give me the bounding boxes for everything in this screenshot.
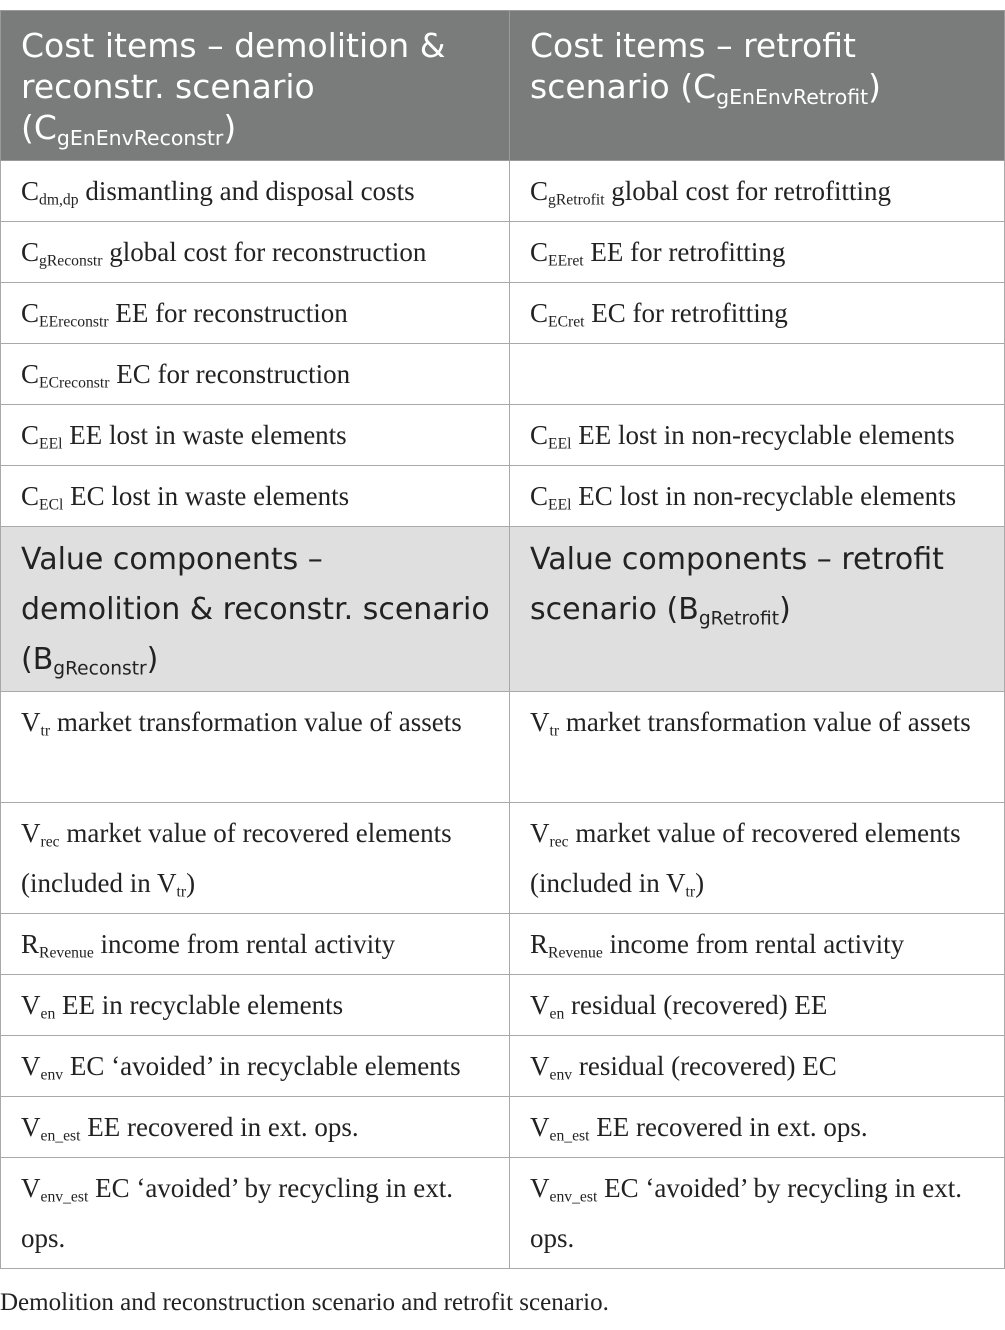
table-cell: $C_{EEreconstr}$ EE for reconstruction — [1, 283, 510, 344]
table-cell: $V_{rec}$ market value of recovered elements (included in $V_{tr}$) — [1, 803, 510, 914]
table-row — [1, 1097, 1005, 1158]
table-row — [1, 466, 1005, 527]
table-cell: $C_{ECreconstr}$ EC for reconstruction — [1, 344, 510, 405]
table-cell: $R_{Revenue}$ income from rental activity — [1, 914, 510, 975]
table-row — [1, 914, 1005, 975]
table-cell: $V_{env\_est}$ EC ‘avoided’ by recycling in ext. ops. — [510, 1158, 1005, 1269]
table-cell: $C_{ECl}$ EC lost in waste elements — [1, 466, 510, 527]
table-cell: $R_{Revenue}$ income from rental activity — [510, 914, 1005, 975]
table-cell: $C_{ECret}$ EC for retrofitting — [510, 283, 1005, 344]
table-row — [1, 692, 1005, 803]
table-row — [1, 222, 1005, 283]
table-row — [1, 161, 1005, 222]
header-cell-demolition: Cost items – demolition & reconstr. scenario $(C_{gEnEnvReconstr})$ — [1, 11, 510, 161]
table-row — [1, 344, 1005, 405]
table-row — [1, 405, 1005, 466]
table-cell: $C_{EEl}$ EE lost in non-recyclable elements — [510, 405, 1005, 466]
header-cell-retrofit: Cost items – retrofit scenario $(C_{gEnEnvRetrofit})$ — [510, 11, 1005, 161]
table-header-row — [1, 11, 1005, 161]
value-components-header-row — [1, 527, 1005, 692]
table-cell: $C_{EEl}$ EE lost in waste elements — [1, 405, 510, 466]
table-footnote: Demolition and reconstruction scenario and retrofit scenario. — [0, 1289, 609, 1316]
table-cell: $V_{rec}$ market value of recovered elements (included in $V_{tr}$) — [510, 803, 1005, 914]
table-row — [1, 1036, 1005, 1097]
table-cell-empty — [510, 344, 1005, 405]
table-cell: $V_{tr}$ market transformation value of assets — [1, 692, 510, 803]
table-row — [1, 975, 1005, 1036]
table-cell: $V_{en\_est}$ EE recovered in ext. ops. — [1, 1097, 510, 1158]
table-cell: $V_{en}$ EE in recyclable elements — [1, 975, 510, 1036]
table-cell: $C_{EEret}$ EE for retrofitting — [510, 222, 1005, 283]
table-cell: $V_{tr}$ market transformation value of assets — [510, 692, 1005, 803]
table-row — [1, 283, 1005, 344]
subheader-cell-retrofit: Value components – retrofit scenario $(B_{gRetrofit})$ — [510, 527, 1005, 692]
subheader-cell-demolition: Value components – demolition & reconstr. scenario $(B_{gReconstr})$ — [1, 527, 510, 692]
table-row — [1, 803, 1005, 914]
table-cell: $V_{env}$ EC ‘avoided’ in recyclable elements — [1, 1036, 510, 1097]
table-cell: $C_{dm,dp}$ dismantling and disposal costs — [1, 161, 510, 222]
table-cell: $C_{gReconstr}$ global cost for reconstruction — [1, 222, 510, 283]
table-cell: $V_{env}$ residual (recovered) EC — [510, 1036, 1005, 1097]
table-cell: $C_{EEl}$ EC lost in non-recyclable elements — [510, 466, 1005, 527]
table-row — [1, 1158, 1005, 1269]
table-cell: $V_{env\_est}$ EC ‘avoided’ by recycling in ext. ops. — [1, 1158, 510, 1269]
table-cell: $V_{en}$ residual (recovered) EE — [510, 975, 1005, 1036]
table-cell: $C_{gRetrofit}$ global cost for retrofitting — [510, 161, 1005, 222]
table-cell: $V_{en\_est}$ EE recovered in ext. ops. — [510, 1097, 1005, 1158]
cost-value-table — [0, 10, 1005, 1269]
